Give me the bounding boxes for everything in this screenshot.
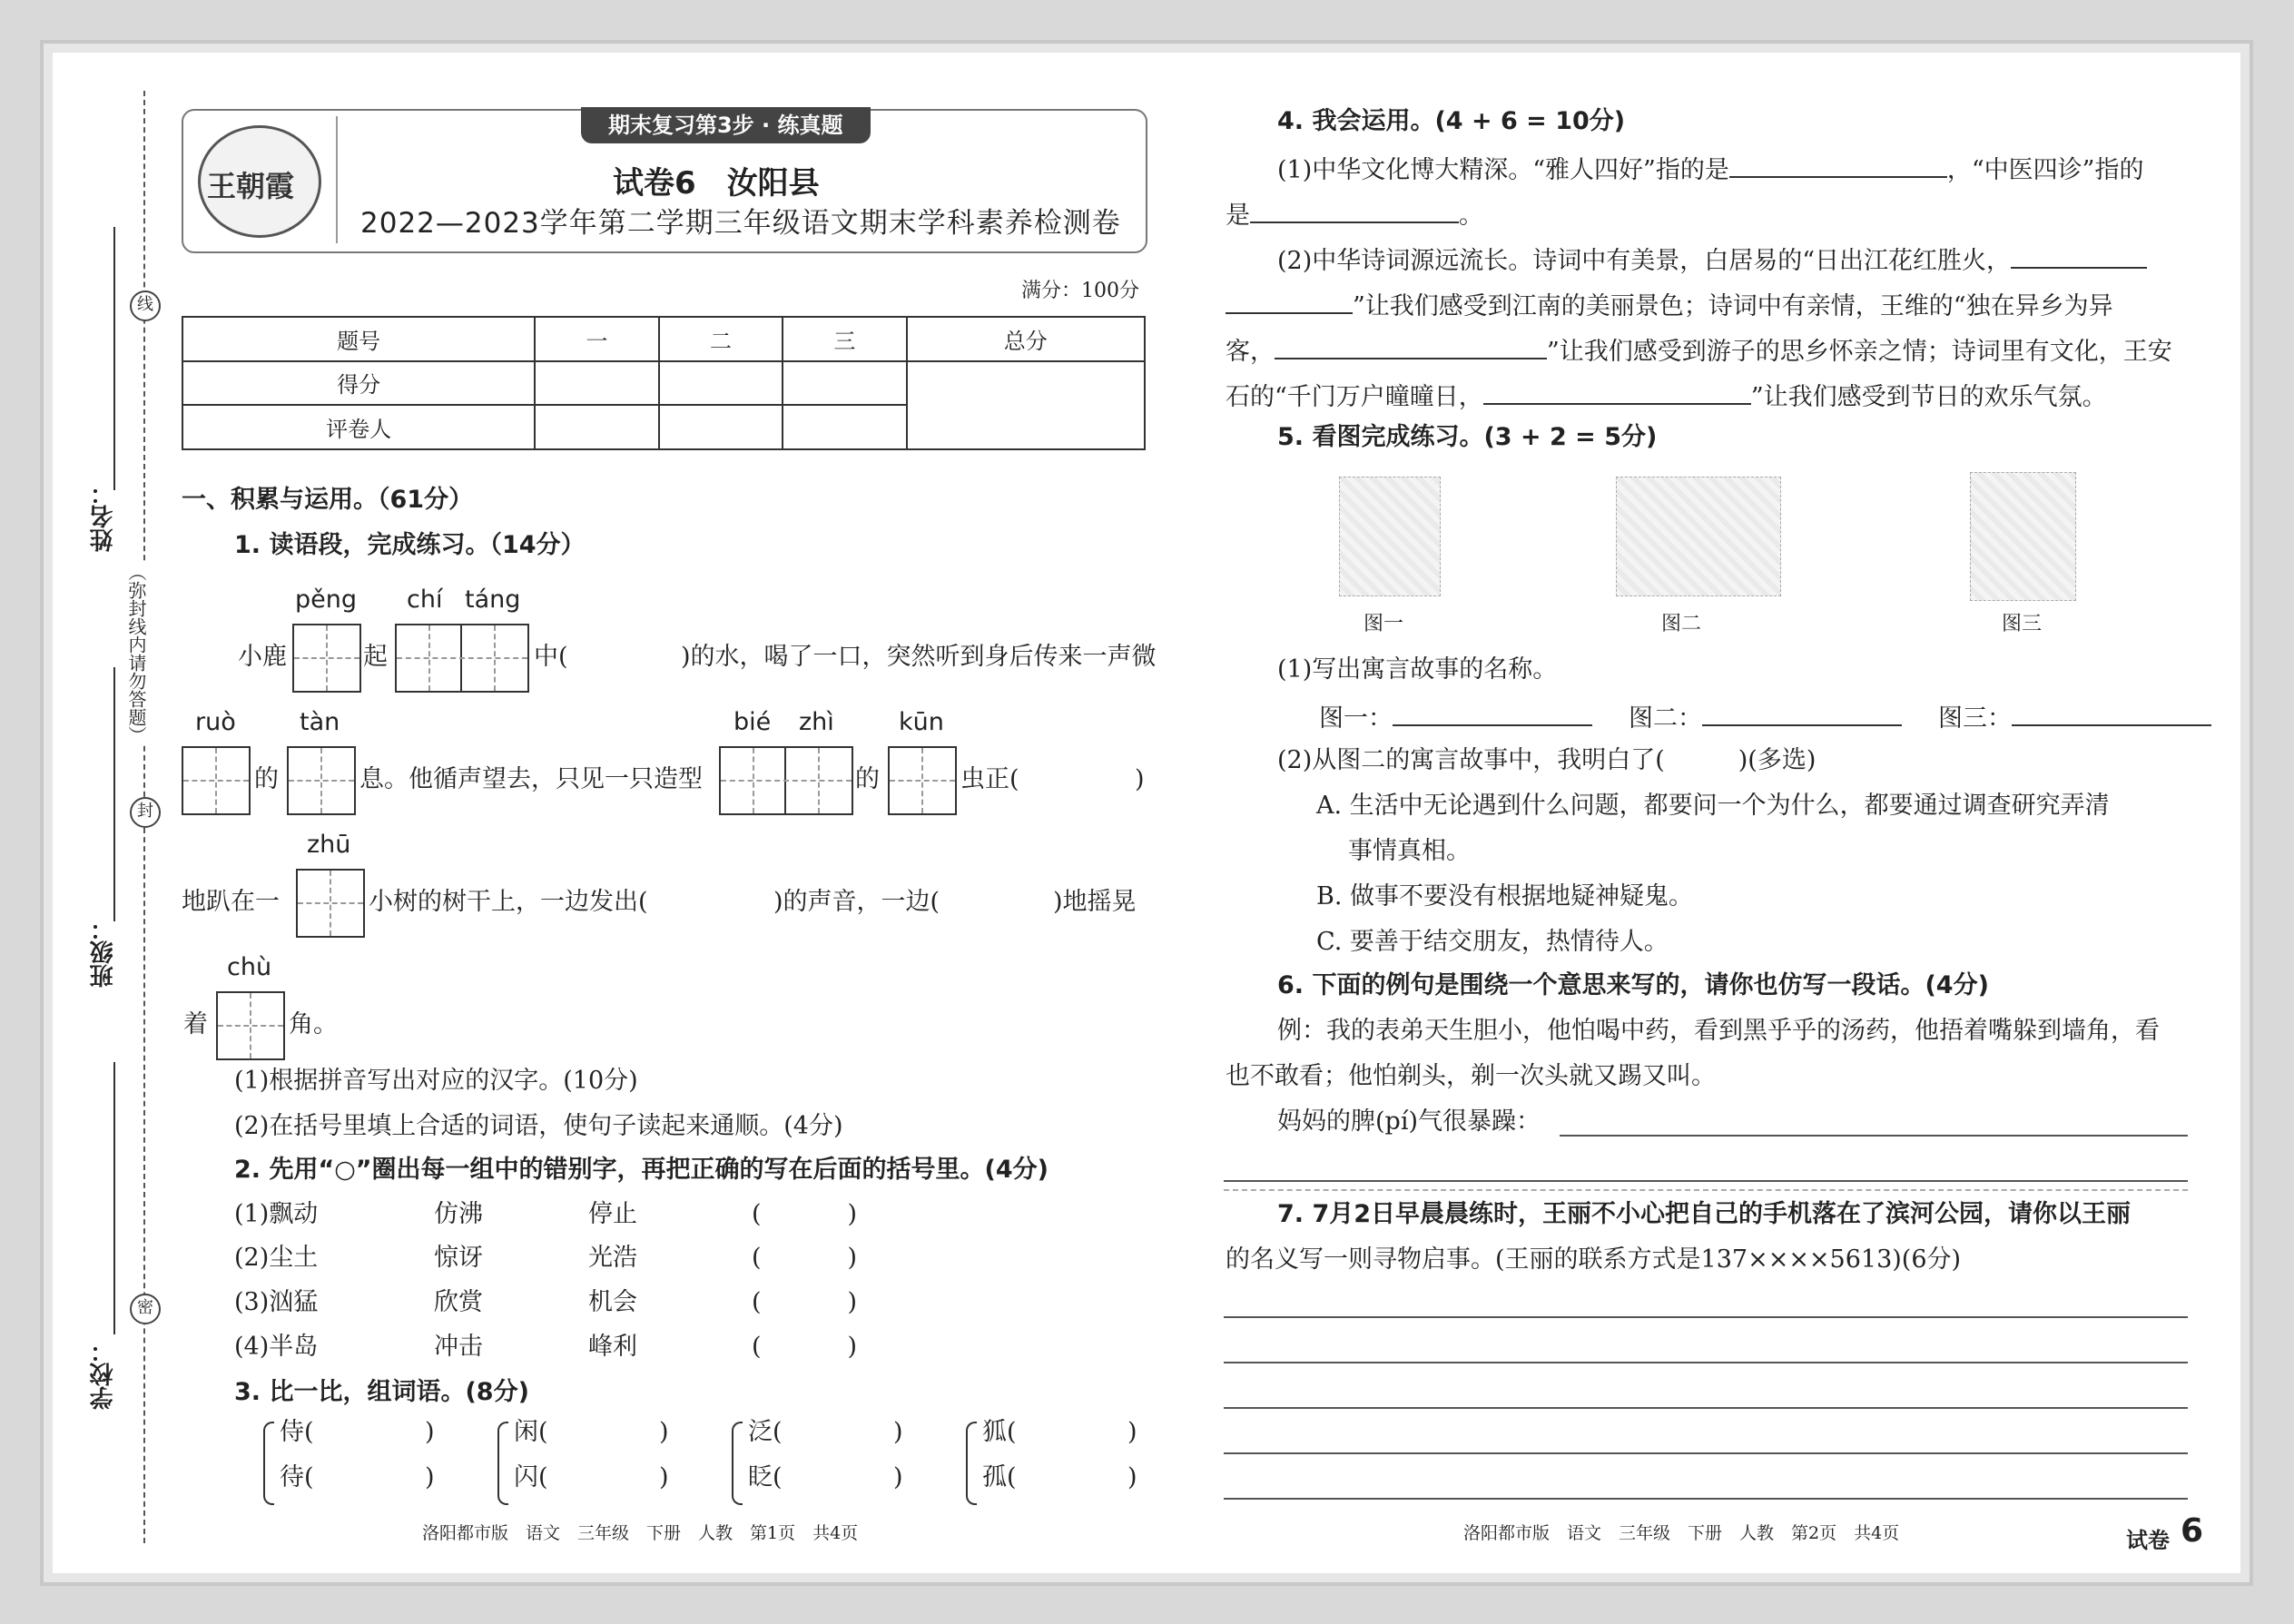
passage-text: )的水，喝了一口，突然听到身后传来一声微 xyxy=(681,643,1157,671)
q2-text: 2. 先用“○”圈出每一组中的错别字，再把正确的写在后面的括号里。(4分) xyxy=(234,1156,1049,1184)
class-label: 班级： xyxy=(90,917,117,988)
q5-names-row xyxy=(1319,701,2211,733)
q2-word: 惊讶 xyxy=(434,1244,483,1272)
q7-title-cont: 的名义写一则寻物启事。(王丽的联系方式是137××××5613)(6分) xyxy=(1226,1245,1962,1274)
q2-row xyxy=(234,1200,857,1229)
q6-prompt: 妈妈的脾(pí)气很暴躁： xyxy=(1277,1107,1541,1136)
q4-text: 4. 我会运用。(4 + 6 = 10分) xyxy=(1277,107,1626,135)
q5-sub2: (2)从图二的寓言故事中，我明白了( )(多选) xyxy=(1277,746,1816,774)
pinyin: zhū xyxy=(307,831,351,859)
section-divider xyxy=(1224,1189,2188,1191)
q4-1-line2 xyxy=(1226,198,1483,231)
figure-label: 图三 xyxy=(2002,613,2043,635)
score-header-cell: 三 xyxy=(783,317,906,361)
fig-answer-label: 图二： xyxy=(1629,704,1702,733)
left-footer: 洛阳都市版 语文 三年级 下册 人教 第1页 共4页 xyxy=(422,1523,859,1543)
q3-title xyxy=(234,1378,529,1407)
q2-paren: ( xyxy=(752,1333,762,1361)
brace xyxy=(263,1422,274,1505)
q2-paren: ) xyxy=(847,1288,858,1316)
q3-word: 侍( xyxy=(280,1418,314,1446)
q2-paren: ) xyxy=(847,1244,858,1272)
score-cell[interactable] xyxy=(535,361,658,406)
score-row-label: 得分 xyxy=(182,361,535,406)
char-box[interactable] xyxy=(395,624,529,693)
logo-divider xyxy=(336,116,338,243)
answer-blank[interactable] xyxy=(2011,243,2147,269)
q4-2-line xyxy=(1277,243,2147,276)
figure-label: 图一 xyxy=(1364,613,1404,635)
total-score-cell[interactable] xyxy=(907,361,1145,449)
seal-tag: 封 xyxy=(130,797,161,828)
q5-option-b[interactable]: B. 做事不要没有根据地疑神疑鬼。 xyxy=(1316,882,1694,910)
answer-blank[interactable] xyxy=(1483,379,1751,405)
answer-blank[interactable] xyxy=(1250,198,1459,223)
passage-text: 息。他循声望去，只见一只造型 xyxy=(359,765,703,793)
score-row-label: 评卷人 xyxy=(182,405,535,449)
q2-row xyxy=(234,1333,857,1362)
q2-word: (4)半岛 xyxy=(234,1333,319,1361)
q7-answer-line[interactable] xyxy=(1224,1316,2188,1318)
q5-text: 5. 看图完成练习。(3 + 2 = 5分) xyxy=(1277,423,1658,451)
q4-2-text: ”让我们感受到江南的美丽景色；诗词中有亲情，王维的“独在异乡为异 xyxy=(1353,292,2113,320)
q4-1-text: 是 xyxy=(1226,202,1250,230)
q3-text: 3. 比一比，组词语。(8分) xyxy=(234,1378,529,1406)
q2-word: 机会 xyxy=(588,1288,637,1316)
q2-word: 停止 xyxy=(588,1200,637,1228)
passage-text: 的 xyxy=(855,765,880,793)
full-score: 满分：100分 xyxy=(1021,280,1139,302)
q3-word: 待( xyxy=(280,1463,314,1491)
q2-row xyxy=(234,1244,857,1273)
q3-paren: ) xyxy=(425,1418,435,1446)
q2-paren: ) xyxy=(847,1333,858,1361)
q2-word: 冲击 xyxy=(434,1333,483,1361)
name-label: 姓名： xyxy=(90,481,117,552)
passage-text: )的声音，一边( xyxy=(773,888,940,916)
q1-sub2: (2)在括号里填上合适的词语，使句子读起来通顺。(4分) xyxy=(234,1112,843,1140)
char-box[interactable] xyxy=(182,746,251,815)
char-box[interactable] xyxy=(292,624,361,693)
answer-blank[interactable] xyxy=(1275,334,1547,359)
q1-title xyxy=(234,531,586,560)
answer-blank[interactable] xyxy=(2012,701,2211,726)
q2-title xyxy=(234,1156,1049,1185)
q3-group xyxy=(966,1418,1147,1509)
passage-text: 地趴在一 xyxy=(182,888,280,916)
q4-2-line2 xyxy=(1226,289,2113,321)
passage-text: )地摇晃 xyxy=(1053,888,1137,916)
paper-number: 6 xyxy=(2181,1512,2204,1550)
q6-title xyxy=(1277,971,1989,1000)
q4-2-text: (2)中华诗词源远流长。诗词中有美景，白居易的“日出江花红胜火， xyxy=(1277,247,2012,275)
answer-blank[interactable] xyxy=(1702,701,1902,726)
grader-cell[interactable] xyxy=(783,405,906,449)
q5-title xyxy=(1277,423,1657,452)
pinyin: chù xyxy=(227,953,272,981)
right-footer: 洛阳都市版 语文 三年级 下册 人教 第2页 共4页 xyxy=(1463,1523,1900,1543)
q2-paren: ( xyxy=(752,1244,762,1272)
q4-1-text: ，“中医四诊”指的 xyxy=(1946,156,2144,184)
grader-cell[interactable] xyxy=(535,405,658,449)
dense-tag: 密 xyxy=(130,1294,161,1324)
q4-2-line3 xyxy=(1226,334,2172,367)
q1-sub1: (1)根据拼音写出对应的汉字。(10分) xyxy=(234,1067,638,1095)
answer-blank[interactable] xyxy=(1226,289,1353,314)
q7-text: 7. 7月2日早晨晨练时，王丽不小心把自己的手机落在了滨河公园，请你以王丽 xyxy=(1277,1200,2132,1228)
char-box[interactable] xyxy=(296,869,365,938)
q2-word: 欣赏 xyxy=(434,1288,483,1316)
char-box[interactable] xyxy=(888,746,957,815)
line-tag: 线 xyxy=(130,290,161,321)
score-header-cell: 二 xyxy=(659,317,783,361)
pinyin: kūn xyxy=(899,708,944,736)
q2-word: (3)汹猛 xyxy=(234,1288,319,1316)
q2-word: 光浩 xyxy=(588,1244,637,1272)
char-box[interactable] xyxy=(287,746,356,815)
fig-answer-label: 图一： xyxy=(1319,704,1393,733)
q3-paren: ) xyxy=(425,1463,435,1491)
q2-paren: ) xyxy=(847,1200,858,1228)
passage-text: 着 xyxy=(183,1010,208,1038)
exam-subtitle: 2022—2023学年第二学期三年级语文期末学科素养检测卷 xyxy=(360,207,1121,240)
figure-1-image xyxy=(1339,477,1441,596)
q3-word: 狐( xyxy=(982,1418,1017,1446)
class-underline xyxy=(113,667,115,921)
passage-text: 中( xyxy=(534,643,568,671)
pinyin: pěng xyxy=(295,586,358,614)
score-cell[interactable] xyxy=(659,361,783,406)
q3-group xyxy=(263,1418,445,1509)
q3-paren: ) xyxy=(893,1418,903,1446)
q1-text: 1. 读语段，完成练习。（14分） xyxy=(234,531,586,559)
q2-word: (2)尘土 xyxy=(234,1244,319,1272)
pinyin: chí xyxy=(407,586,443,614)
char-box[interactable] xyxy=(719,746,853,815)
answer-blank[interactable] xyxy=(1729,153,1947,178)
q6-text: 6. 下面的例句是围绕一个意思来写的，请你也仿写一段话。(4分) xyxy=(1277,971,1989,999)
q7-answer-line[interactable] xyxy=(1224,1362,2188,1363)
score-header-cell: 题号 xyxy=(182,317,535,361)
q7-answer-line[interactable] xyxy=(1224,1407,2188,1409)
passage-text: 小树的树干上，一边发出( xyxy=(369,888,648,916)
q2-paren: ( xyxy=(752,1288,762,1316)
name-underline xyxy=(113,227,115,490)
pinyin: ruò xyxy=(195,708,236,736)
brace xyxy=(966,1422,977,1505)
score-cell[interactable] xyxy=(783,361,906,406)
q3-paren: ) xyxy=(1127,1418,1137,1446)
q2-row xyxy=(234,1288,857,1317)
q2-paren: ( xyxy=(752,1200,762,1228)
q6-answer-line[interactable] xyxy=(1224,1180,2188,1182)
brace xyxy=(497,1422,508,1505)
q6-example: 例：我的表弟天生胆小，他怕喝中药，看到黑乎乎的汤药，他捂着嘴躲到墙角，看 xyxy=(1277,1017,2160,1045)
q3-paren: ) xyxy=(893,1463,903,1491)
q5-option-a[interactable]: A. 生活中无论遇到什么问题，都要问一个为什么，都要通过调查研究弄清 xyxy=(1316,792,2110,820)
q4-2-text: ”让我们感受到节日的欢乐气氛。 xyxy=(1750,383,2107,411)
q5-option-a-cont: 事情真相。 xyxy=(1348,837,1471,865)
q7-answer-line[interactable] xyxy=(1224,1498,2188,1500)
pinyin: bié xyxy=(733,708,772,736)
q4-2-line4 xyxy=(1226,379,2107,412)
q3-word: 眨( xyxy=(748,1463,783,1491)
grader-cell[interactable] xyxy=(659,405,783,449)
q7-title xyxy=(1277,1200,2131,1229)
q5-option-c[interactable]: C. 要善于结交朋友，热情待人。 xyxy=(1316,928,1669,956)
q3-paren: ) xyxy=(1127,1463,1137,1491)
figure-label: 图二 xyxy=(1661,613,1702,635)
q7-answer-line[interactable] xyxy=(1224,1452,2188,1454)
q5-sub1: (1)写出寓言故事的名称。 xyxy=(1277,655,1558,684)
answer-blank[interactable] xyxy=(1393,701,1592,726)
figure-2-image xyxy=(1616,477,1781,596)
exam-title: 试卷6 汝阳县 xyxy=(613,165,820,202)
q2-word: 仿沸 xyxy=(434,1200,483,1228)
logo-text: 王朝霞 xyxy=(207,169,295,203)
pinyin: zhì xyxy=(799,708,834,736)
score-header-cell: 总分 xyxy=(907,317,1145,361)
q3-paren: ) xyxy=(659,1463,669,1491)
q3-paren: ) xyxy=(659,1418,669,1446)
brace xyxy=(732,1422,743,1505)
q3-group xyxy=(497,1418,679,1509)
q3-word: 孤( xyxy=(982,1463,1017,1491)
q2-word: (1)飘动 xyxy=(234,1200,319,1228)
passage-text: 起 xyxy=(363,643,388,671)
passage-text: 虫正( xyxy=(960,765,1019,793)
q3-group xyxy=(732,1418,913,1509)
score-table xyxy=(182,316,1146,450)
school-underline xyxy=(113,1062,115,1334)
header-banner: 期末复习第3步 · 练真题 xyxy=(581,107,871,143)
passage-text: ) xyxy=(1135,765,1145,793)
q4-title xyxy=(1277,107,1625,136)
char-box[interactable] xyxy=(216,991,285,1060)
school-label: 学校： xyxy=(90,1339,117,1410)
figure-3-image xyxy=(1970,472,2076,601)
q3-word: 泛( xyxy=(748,1418,783,1446)
q4-1-text: 。 xyxy=(1459,202,1483,230)
score-header-cell: 一 xyxy=(535,317,658,361)
q6-answer-line[interactable] xyxy=(1560,1135,2188,1137)
paper-tag: 试卷 xyxy=(2126,1528,2170,1553)
pinyin: tàn xyxy=(300,708,340,736)
pinyin: táng xyxy=(465,586,521,614)
q4-2-text: 客， xyxy=(1226,338,1275,366)
q3-word: 闪( xyxy=(514,1463,548,1491)
q4-2-text: ”让我们感受到游子的思乡怀亲之情；诗词里有文化，王安 xyxy=(1547,338,2172,366)
q4-2-text: 石的“千门万户曈曈日， xyxy=(1226,383,1483,411)
passage-text: 小鹿 xyxy=(238,643,287,671)
passage-text: 角。 xyxy=(289,1010,338,1038)
fig-answer-label: 图三： xyxy=(1938,704,2012,733)
passage-text: 的 xyxy=(254,765,279,793)
q2-word: 峰利 xyxy=(588,1333,637,1361)
binding-notice: （弥封线内请勿答题） xyxy=(123,563,150,744)
q6-example-cont: 也不敢看；他怕剃头，剃一次头就又踢又叫。 xyxy=(1226,1062,1716,1090)
q3-word: 闲( xyxy=(514,1418,548,1446)
section1-title: 一、积累与运用。（61分） xyxy=(182,486,474,514)
q4-1-line xyxy=(1277,153,2143,185)
q4-1-text: (1)中华文化博大精深。“雅人四好”指的是 xyxy=(1277,156,1729,184)
